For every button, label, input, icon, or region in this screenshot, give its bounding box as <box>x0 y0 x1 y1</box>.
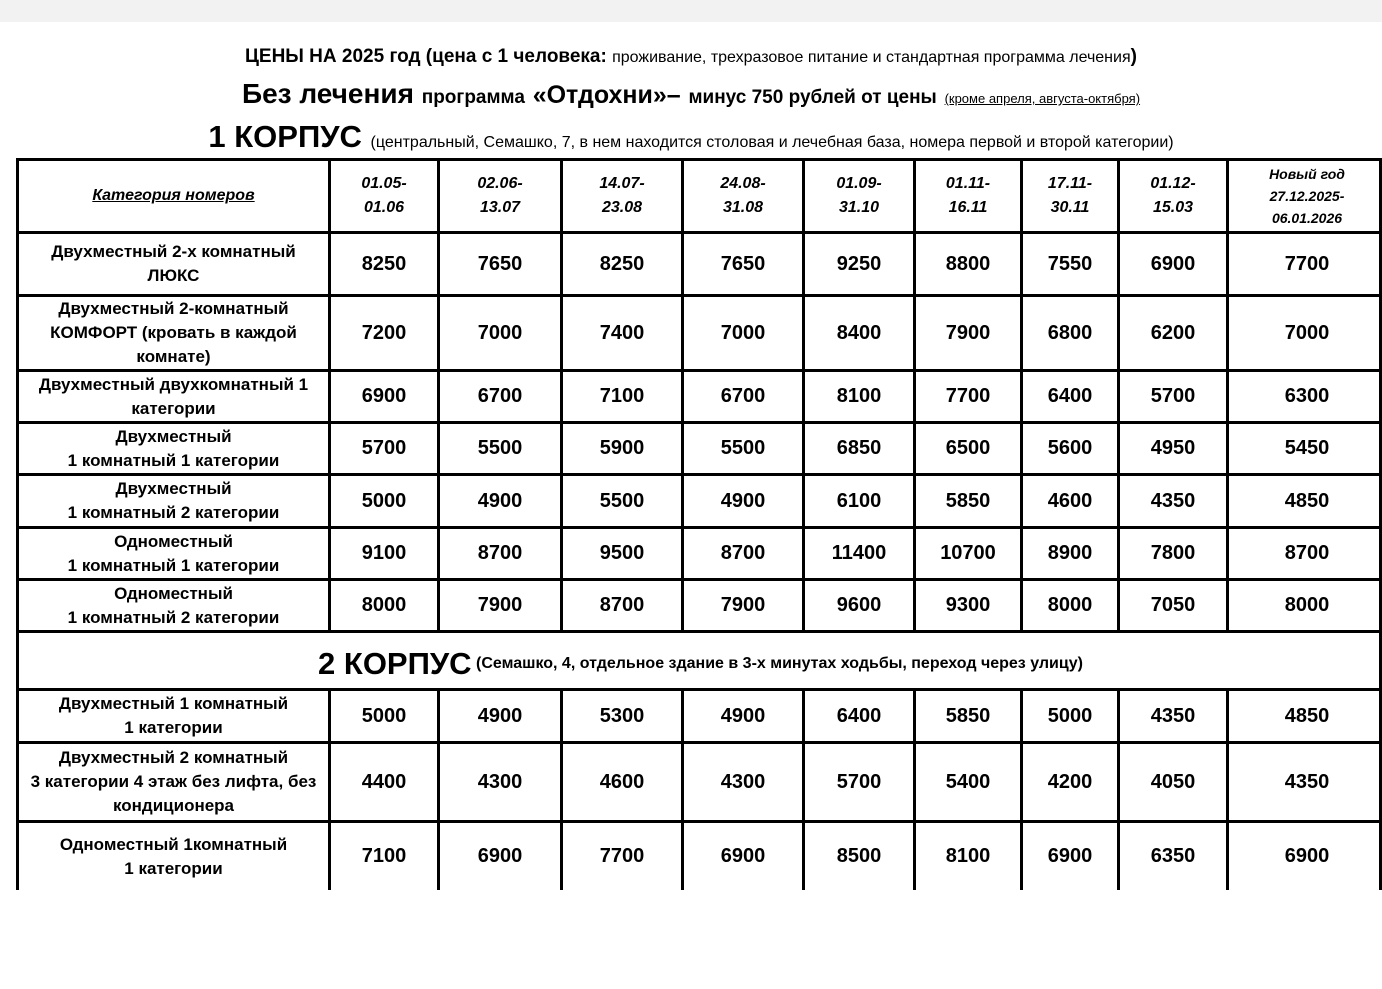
price-cell: 6200 <box>1150 321 1196 344</box>
price-cell: 7900 <box>477 594 523 616</box>
cell-line: 1 комнатный 2 категории <box>67 607 280 627</box>
period-line: 01.09- <box>836 175 882 192</box>
cell-line: 3 категории 4 этаж без лифта, без <box>30 772 317 791</box>
period-header <box>916 161 1020 231</box>
price-cell: 4400 <box>361 770 407 793</box>
otdokhni-label: «Отдохни»– <box>532 81 681 109</box>
price-cell: 4600 <box>599 770 645 793</box>
table-hline <box>16 421 1382 424</box>
table-vline <box>802 158 805 633</box>
price-cell: 9100 <box>361 542 407 564</box>
corpus1-name: 1 КОРПУС <box>208 119 362 154</box>
corpus1-description: (центральный, Семашко, 7, в нем находится столовая и лечебная база, номера первой и второй категории) <box>370 134 1174 151</box>
price-cell: 8700 <box>599 594 645 616</box>
corpus2-name: 2 КОРПУС <box>318 645 472 681</box>
table-hline <box>16 578 1382 581</box>
price-cell: 6800 <box>1047 321 1093 344</box>
table-vline <box>560 688 563 890</box>
new-year-line: 06.01.2026 <box>1271 210 1343 226</box>
price-cell: 5000 <box>361 489 407 512</box>
price-cell: 6900 <box>1047 845 1093 867</box>
period-line: 15.03 <box>1152 199 1194 216</box>
price-cell: 7100 <box>599 385 645 407</box>
period-line: 02.06- <box>477 175 523 192</box>
table-vline <box>437 158 440 633</box>
table-vline <box>913 688 916 890</box>
price-cell: 6900 <box>720 845 766 867</box>
period-header <box>563 161 681 231</box>
price-cell: 4900 <box>720 704 766 727</box>
price-cell: 7700 <box>1284 252 1330 275</box>
price-cell: 7550 <box>1047 252 1093 275</box>
period-line: 30.11 <box>1050 199 1090 216</box>
price-cell: 5900 <box>599 437 645 459</box>
price-cell: 6700 <box>720 385 766 407</box>
price-cell: 6850 <box>836 437 882 459</box>
price-cell: 8700 <box>1284 542 1330 564</box>
price-cell: 5600 <box>1047 437 1093 459</box>
price-cell: 6700 <box>477 385 523 407</box>
price-cell: 8250 <box>361 252 407 275</box>
price-cell: 8100 <box>945 845 991 867</box>
price-cell: 7900 <box>945 321 991 344</box>
price-title-close: ) <box>1130 46 1137 67</box>
room-category-cell <box>19 581 328 630</box>
period-line: 17.11- <box>1047 175 1093 192</box>
table-hline <box>16 741 1382 744</box>
price-cell: 8700 <box>477 542 523 564</box>
price-cell: 7000 <box>1284 321 1330 344</box>
price-cell: 10700 <box>940 542 996 564</box>
price-title-detail: проживание, трехразовое питание и стандартная программа лечения <box>612 49 1131 66</box>
period-line: 31.10 <box>838 199 880 216</box>
price-cell: 4350 <box>1150 489 1196 512</box>
room-category-cell <box>19 744 328 820</box>
price-cell: 6500 <box>945 437 991 459</box>
price-cell: 5300 <box>599 704 645 727</box>
room-category-cell <box>19 297 328 369</box>
cell-line: Одноместный <box>114 583 233 603</box>
price-cell: 5500 <box>599 489 645 512</box>
cell-line: Двухместный 1 комнатный <box>58 694 289 713</box>
table-vline <box>1020 158 1023 633</box>
table-vline <box>802 688 805 890</box>
cell-line: Двухместный 2-х комнатный <box>51 242 296 261</box>
price-cell: 4050 <box>1150 770 1196 793</box>
price-cell: 7650 <box>477 252 523 275</box>
price-cell: 7400 <box>599 321 645 344</box>
period-header <box>1120 161 1226 231</box>
table-hline <box>16 473 1382 476</box>
table-hline <box>16 158 1382 161</box>
period-line: 01.11- <box>945 175 991 192</box>
price-cell: 8000 <box>361 594 407 616</box>
price-cell: 6300 <box>1284 385 1330 407</box>
price-cell: 7000 <box>720 321 766 344</box>
cell-line: КОМФОРТ (кровать в каждой <box>50 323 297 342</box>
price-cell: 8500 <box>836 845 882 867</box>
table-vline <box>1020 688 1023 890</box>
period-line: 01.12- <box>1150 175 1196 192</box>
price-cell: 6400 <box>836 704 882 727</box>
period-line: 31.08 <box>722 199 764 216</box>
period-line: 23.08 <box>601 199 643 216</box>
price-cell: 5000 <box>361 704 407 727</box>
room-category-cell <box>19 424 328 473</box>
cell-line: 1 комнатный 1 категории <box>67 450 280 470</box>
price-cell: 4600 <box>1047 489 1093 512</box>
price-cell: 6400 <box>1047 385 1093 407</box>
price-cell: 8100 <box>836 385 882 407</box>
price-cell: 4900 <box>720 489 766 512</box>
price-cell: 4850 <box>1284 704 1330 727</box>
period-header <box>331 161 437 231</box>
price-cell: 5700 <box>836 770 882 793</box>
except-label: (кроме апреля, августа-октября) <box>944 91 1141 106</box>
price-cell: 4200 <box>1047 770 1093 793</box>
new-year-line: Новый год <box>1269 166 1345 182</box>
price-cell: 8700 <box>720 542 766 564</box>
table-hline <box>16 294 1382 297</box>
room-category-cell <box>19 476 328 526</box>
price-cell: 8900 <box>1047 542 1093 564</box>
price-cell: 7700 <box>599 845 645 867</box>
price-cell: 9250 <box>836 252 882 275</box>
price-cell: 8400 <box>836 321 882 344</box>
table-vline <box>437 688 440 890</box>
price-cell: 5000 <box>1047 704 1093 727</box>
table-hline <box>16 526 1382 529</box>
period-line: 01.05- <box>361 175 407 192</box>
minus-label: минус 750 рублей от цены <box>688 87 937 108</box>
corpus2-heading <box>19 636 1382 691</box>
price-cell: 6100 <box>836 489 882 512</box>
room-category-cell <box>19 823 328 890</box>
cell-line: 1 категории <box>124 718 223 737</box>
table-vline <box>913 158 916 633</box>
price-cell: 7700 <box>945 385 991 407</box>
room-category-cell <box>19 372 328 421</box>
no-treatment-label: Без лечения <box>241 78 414 109</box>
price-cell: 6900 <box>1150 252 1196 275</box>
price-cell: 4350 <box>1150 704 1196 727</box>
price-cell: 7800 <box>1150 542 1196 564</box>
table-hline <box>16 820 1382 823</box>
cell-line: 1 комнатный 1 категории <box>67 555 280 575</box>
table-hline <box>16 630 1382 633</box>
price-cell: 6900 <box>477 845 523 867</box>
price-cell: 7100 <box>361 845 407 867</box>
price-cell: 6350 <box>1150 845 1196 867</box>
room-category-cell <box>19 529 328 578</box>
price-cell: 4300 <box>720 770 766 793</box>
new-year-line: 27.12.2025- <box>1269 188 1345 204</box>
price-cell: 9300 <box>945 594 991 616</box>
period-line: 24.08- <box>720 175 766 192</box>
cell-line: Одноместный <box>114 531 233 551</box>
table-vline <box>328 158 331 633</box>
period-header <box>805 161 913 231</box>
cell-line: ЛЮКС <box>147 266 200 285</box>
price-cell: 4950 <box>1150 437 1196 459</box>
price-cell: 8800 <box>945 252 991 275</box>
corpus2-description: (Семашко, 4, отдельное здание в 3-х минутах ходьбы, переход через улицу) <box>476 654 1083 672</box>
cell-line: Двухместный 2 комнатный <box>58 748 289 767</box>
price-cell: 8000 <box>1047 594 1093 616</box>
period-line: 13.07 <box>479 199 521 216</box>
cell-line: Двухместный двухкомнатный 1 <box>38 374 309 394</box>
period-line: 14.07- <box>599 175 645 192</box>
cell-line: категории <box>131 398 216 418</box>
period-line: 16.11 <box>948 199 988 216</box>
cell-line: Одноместный 1комнатный <box>59 834 288 854</box>
table-vline <box>1226 158 1229 633</box>
table-vline <box>681 688 684 890</box>
period-header <box>1023 161 1117 231</box>
price-cell: 5700 <box>1150 385 1196 407</box>
price-cell: 5500 <box>720 437 766 459</box>
price-cell: 4900 <box>477 489 523 512</box>
cell-line: 1 категории <box>124 858 223 878</box>
price-cell: 5500 <box>477 437 523 459</box>
cell-line: Двухместный <box>115 479 232 498</box>
category-header-label: Категория номеров <box>92 187 255 204</box>
program-label: программа <box>421 87 525 108</box>
room-category-cell <box>19 234 328 294</box>
new-year-header <box>1229 161 1382 231</box>
table-vline <box>1117 158 1120 633</box>
cell-line: комнате) <box>136 347 211 366</box>
table-hline <box>16 369 1382 372</box>
price-cell: 8250 <box>599 252 645 275</box>
price-cell: 7650 <box>720 252 766 275</box>
price-cell: 6900 <box>1284 845 1330 867</box>
room-category-cell <box>19 691 328 741</box>
price-cell: 7900 <box>720 594 766 616</box>
table-vline <box>1226 688 1229 890</box>
price-cell: 7050 <box>1150 594 1196 616</box>
table-vline <box>1117 688 1120 890</box>
price-cell: 9500 <box>599 542 645 564</box>
period-header <box>440 161 560 231</box>
price-cell: 5450 <box>1284 437 1330 459</box>
price-cell: 7000 <box>477 321 523 344</box>
period-line: 01.06 <box>363 199 405 216</box>
category-header <box>19 161 328 231</box>
price-cell: 5850 <box>945 704 991 727</box>
price-cell: 4850 <box>1284 489 1330 512</box>
cell-line: Двухместный <box>115 426 232 446</box>
table-hline <box>16 231 1382 234</box>
cell-line: 1 комнатный 2 категории <box>67 503 280 522</box>
price-cell: 11400 <box>831 542 887 564</box>
cell-line: кондиционера <box>112 796 235 815</box>
price-cell: 6900 <box>361 385 407 407</box>
table-vline <box>328 688 331 890</box>
price-title-main: ЦЕНЫ НА 2025 год (цена с 1 человека: <box>245 46 607 67</box>
price-cell: 7200 <box>361 321 407 344</box>
table-vline <box>16 158 19 890</box>
price-cell: 4350 <box>1284 770 1330 793</box>
price-cell: 4300 <box>477 770 523 793</box>
period-header <box>684 161 802 231</box>
table-vline <box>560 158 563 633</box>
price-cell: 8000 <box>1284 594 1330 616</box>
price-cell: 5700 <box>361 437 407 459</box>
cell-line: Двухместный 2-комнатный <box>58 299 289 318</box>
price-cell: 4900 <box>477 704 523 727</box>
price-cell: 5400 <box>945 770 991 793</box>
table-vline <box>681 158 684 633</box>
price-cell: 9600 <box>836 594 882 616</box>
price-cell: 5850 <box>945 489 991 512</box>
